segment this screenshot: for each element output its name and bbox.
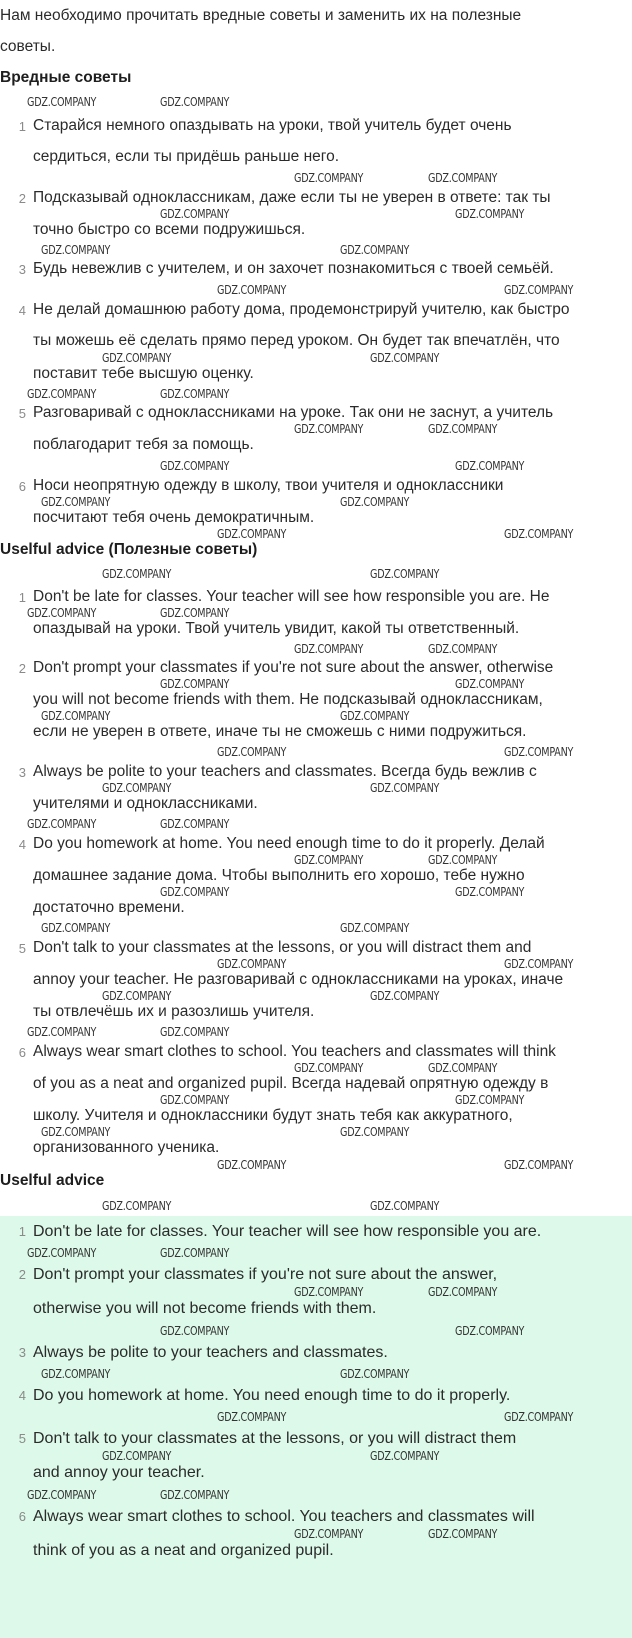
watermark: GDZ.COMPANY bbox=[455, 1093, 525, 1107]
watermark: GDZ.COMPANY bbox=[294, 1061, 364, 1075]
item-text-line: annoy your teacher. Не разговаривай с одноклассниками на уроках, иначе bbox=[33, 971, 564, 988]
watermark: GDZ.COMPANY bbox=[428, 422, 498, 436]
watermark: GDZ.COMPANY bbox=[160, 1246, 230, 1260]
watermark: GDZ.COMPANY bbox=[455, 1324, 525, 1338]
watermark: GDZ.COMPANY bbox=[160, 207, 230, 221]
item-text-line: and annoy your teacher. bbox=[33, 1464, 205, 1481]
watermark: GDZ.COMPANY bbox=[27, 606, 97, 620]
watermark: GDZ.COMPANY bbox=[504, 1410, 574, 1424]
watermark: GDZ.COMPANY bbox=[27, 387, 97, 401]
watermark: GDZ.COMPANY bbox=[294, 1285, 364, 1299]
item-text-line: Don't be late for classes. Your teacher will see how responsible you are. Не bbox=[33, 588, 550, 605]
watermark: GDZ.COMPANY bbox=[41, 1367, 111, 1381]
item-text-line: Носи неопрятную одежду в школу, твои учителя и одноклассники bbox=[33, 477, 504, 494]
watermark: GDZ.COMPANY bbox=[294, 422, 364, 436]
watermark: GDZ.COMPANY bbox=[102, 781, 172, 795]
item-number: 2 bbox=[18, 191, 26, 206]
watermark: GDZ.COMPANY bbox=[504, 1158, 574, 1172]
watermark: GDZ.COMPANY bbox=[160, 885, 230, 899]
item-text-line: сердиться, если ты придёшь раньше него. bbox=[33, 148, 340, 165]
item-number: 2 bbox=[18, 1267, 26, 1282]
watermark: GDZ.COMPANY bbox=[294, 171, 364, 185]
watermark: GDZ.COMPANY bbox=[428, 642, 498, 656]
watermark: GDZ.COMPANY bbox=[27, 95, 97, 109]
watermark: GDZ.COMPANY bbox=[160, 677, 230, 691]
watermark: GDZ.COMPANY bbox=[217, 527, 287, 541]
watermark: GDZ.COMPANY bbox=[102, 1199, 172, 1213]
item-text-line: Не делай домашнюю работу дома, продемонстрируй учителю, как быстро bbox=[33, 301, 570, 318]
item-number: 1 bbox=[18, 119, 26, 134]
watermark: GDZ.COMPANY bbox=[41, 495, 111, 509]
watermark: GDZ.COMPANY bbox=[41, 1125, 111, 1139]
watermark: GDZ.COMPANY bbox=[455, 677, 525, 691]
watermark: GDZ.COMPANY bbox=[370, 351, 440, 365]
item-text-line: учителями и одноклассниками. bbox=[33, 795, 258, 812]
watermark: GDZ.COMPANY bbox=[160, 1093, 230, 1107]
watermark: GDZ.COMPANY bbox=[370, 781, 440, 795]
item-number: 6 bbox=[18, 1509, 26, 1524]
item-number: 3 bbox=[18, 262, 26, 277]
item-text-line: если не уверен в ответе, иначе ты не сможешь с ними подружиться. bbox=[33, 723, 527, 740]
item-text-line: посчитают тебя очень демократичным. bbox=[33, 509, 315, 526]
item-number: 6 bbox=[18, 479, 26, 494]
item-text-line: otherwise you will not become friends with them. bbox=[33, 1300, 377, 1317]
watermark: GDZ.COMPANY bbox=[217, 283, 287, 297]
watermark: GDZ.COMPANY bbox=[428, 1527, 498, 1541]
watermark: GDZ.COMPANY bbox=[370, 567, 440, 581]
watermark: GDZ.COMPANY bbox=[370, 989, 440, 1003]
item-number: 2 bbox=[18, 661, 26, 676]
item-text-line: Always be polite to your teachers and classmates. bbox=[33, 1344, 388, 1361]
item-text-line: you will not become friends with them. Не подсказывай одноклассникам, bbox=[33, 691, 543, 708]
item-text-line: опаздывай на уроки. Твой учитель увидит, какой ты ответственный. bbox=[33, 620, 520, 637]
watermark: GDZ.COMPANY bbox=[370, 1199, 440, 1213]
watermark: GDZ.COMPANY bbox=[27, 1246, 97, 1260]
watermark: GDZ.COMPANY bbox=[160, 1324, 230, 1338]
watermark: GDZ.COMPANY bbox=[217, 1158, 287, 1172]
item-text-line: поблагодарит тебя за помощь. bbox=[33, 436, 254, 453]
item-text-line: Don't be late for classes. Your teacher will see how responsible you are. bbox=[33, 1223, 542, 1240]
watermark: GDZ.COMPANY bbox=[504, 527, 574, 541]
item-text-line: организованного ученика. bbox=[33, 1139, 220, 1156]
watermark: GDZ.COMPANY bbox=[160, 387, 230, 401]
watermark: GDZ.COMPANY bbox=[428, 171, 498, 185]
item-text-line: Разговаривай с одноклассниками на уроке. Так они не заснут, а учитель bbox=[33, 404, 554, 421]
watermark: GDZ.COMPANY bbox=[160, 1488, 230, 1502]
item-text-line: Do you homework at home. You need enough time to do it properly. Делай bbox=[33, 835, 545, 852]
useful-heading: Uselful advice bbox=[0, 1172, 105, 1189]
item-text-line: школу. Учителя и одноклассники будут знать тебя как аккуратного, bbox=[33, 1107, 513, 1124]
watermark: GDZ.COMPANY bbox=[294, 642, 364, 656]
intro-line: советы. bbox=[0, 38, 56, 55]
item-text-line: домашнее задание дома. Чтобы выполнить его хорошо, тебе нужно bbox=[33, 867, 525, 884]
watermark: GDZ.COMPANY bbox=[504, 957, 574, 971]
item-number: 5 bbox=[18, 941, 26, 956]
watermark: GDZ.COMPANY bbox=[428, 1061, 498, 1075]
item-text-line: Don't talk to your classmates at the lessons, or you will distract them bbox=[33, 1430, 517, 1447]
item-number: 5 bbox=[18, 1431, 26, 1446]
watermark: GDZ.COMPANY bbox=[340, 243, 410, 257]
item-text-line: Будь невежлив с учителем, и он захочет познакомиться с твоей семьёй. bbox=[33, 260, 554, 277]
item-text-line: Do you homework at home. You need enough time to do it properly. bbox=[33, 1387, 511, 1404]
item-number: 1 bbox=[18, 1224, 26, 1239]
watermark: GDZ.COMPANY bbox=[217, 1410, 287, 1424]
item-number: 4 bbox=[18, 1388, 26, 1403]
intro-line: Нам необходимо прочитать вредные советы и заменить их на полезные bbox=[0, 7, 522, 24]
watermark: GDZ.COMPANY bbox=[160, 95, 230, 109]
watermark: GDZ.COMPANY bbox=[340, 709, 410, 723]
watermark: GDZ.COMPANY bbox=[41, 243, 111, 257]
item-text-line: Always wear smart clothes to school. You teachers and classmates will think bbox=[33, 1043, 556, 1060]
watermark: GDZ.COMPANY bbox=[340, 921, 410, 935]
item-text-line: Don't prompt your classmates if you're not sure about the answer, otherwise bbox=[33, 659, 554, 676]
item-number: 3 bbox=[18, 1345, 26, 1360]
watermark: GDZ.COMPANY bbox=[340, 1125, 410, 1139]
useful-ru-heading: Uselful advice (Полезные советы) bbox=[0, 541, 258, 558]
item-text-line: точно быстро со всеми подружишься. bbox=[33, 221, 306, 238]
item-text-line: Старайся немного опаздывать на уроки, твой учитель будет очень bbox=[33, 117, 512, 134]
watermark: GDZ.COMPANY bbox=[455, 459, 525, 473]
item-text-line: think of you as a neat and organized pupil. bbox=[33, 1542, 334, 1559]
watermark: GDZ.COMPANY bbox=[217, 745, 287, 759]
item-text-line: of you as a neat and organized pupil. Всегда надевай опрятную одежду в bbox=[33, 1075, 549, 1092]
watermark: GDZ.COMPANY bbox=[160, 1025, 230, 1039]
watermark: GDZ.COMPANY bbox=[102, 567, 172, 581]
watermark: GDZ.COMPANY bbox=[27, 1488, 97, 1502]
item-text-line: Don't talk to your classmates at the lessons, or you will distract them and bbox=[33, 939, 532, 956]
watermark: GDZ.COMPANY bbox=[160, 606, 230, 620]
watermark: GDZ.COMPANY bbox=[41, 709, 111, 723]
item-text-line: Don't prompt your classmates if you're not sure about the answer, bbox=[33, 1266, 498, 1283]
watermark: GDZ.COMPANY bbox=[160, 817, 230, 831]
item-number: 4 bbox=[18, 303, 26, 318]
watermark: GDZ.COMPANY bbox=[217, 957, 287, 971]
watermark: GDZ.COMPANY bbox=[428, 1285, 498, 1299]
watermark: GDZ.COMPANY bbox=[504, 745, 574, 759]
harmful-heading: Вредные советы bbox=[0, 69, 132, 86]
watermark: GDZ.COMPANY bbox=[504, 283, 574, 297]
watermark: GDZ.COMPANY bbox=[455, 885, 525, 899]
watermark: GDZ.COMPANY bbox=[102, 1449, 172, 1463]
watermark: GDZ.COMPANY bbox=[102, 989, 172, 1003]
watermark: GDZ.COMPANY bbox=[340, 1367, 410, 1381]
watermark: GDZ.COMPANY bbox=[340, 495, 410, 509]
watermark: GDZ.COMPANY bbox=[102, 351, 172, 365]
item-number: 3 bbox=[18, 765, 26, 780]
watermark: GDZ.COMPANY bbox=[455, 207, 525, 221]
watermark: GDZ.COMPANY bbox=[41, 921, 111, 935]
item-number: 5 bbox=[18, 406, 26, 421]
watermark: GDZ.COMPANY bbox=[370, 1449, 440, 1463]
watermark: GDZ.COMPANY bbox=[294, 853, 364, 867]
watermark: GDZ.COMPANY bbox=[294, 1527, 364, 1541]
watermark: GDZ.COMPANY bbox=[27, 817, 97, 831]
item-text-line: ты отвлечёшь их и разозлишь учителя. bbox=[33, 1003, 315, 1020]
item-number: 4 bbox=[18, 837, 26, 852]
watermark: GDZ.COMPANY bbox=[160, 459, 230, 473]
item-text-line: Подсказывай одноклассникам, даже если ты не уверен в ответе: так ты bbox=[33, 189, 551, 206]
item-text-line: Always be polite to your teachers and classmates. Всегда будь вежлив с bbox=[33, 763, 537, 780]
watermark: GDZ.COMPANY bbox=[428, 853, 498, 867]
item-text-line: ты можешь её сделать прямо перед уроком. Он будет так впечатлён, что bbox=[33, 332, 560, 349]
item-number: 1 bbox=[18, 590, 26, 605]
item-text-line: Always wear smart clothes to school. You teachers and classmates will bbox=[33, 1508, 535, 1525]
item-text-line: поставит тебе высшую оценку. bbox=[33, 365, 254, 382]
item-text-line: достаточно времени. bbox=[33, 899, 185, 916]
watermark: GDZ.COMPANY bbox=[27, 1025, 97, 1039]
item-number: 6 bbox=[18, 1045, 26, 1060]
